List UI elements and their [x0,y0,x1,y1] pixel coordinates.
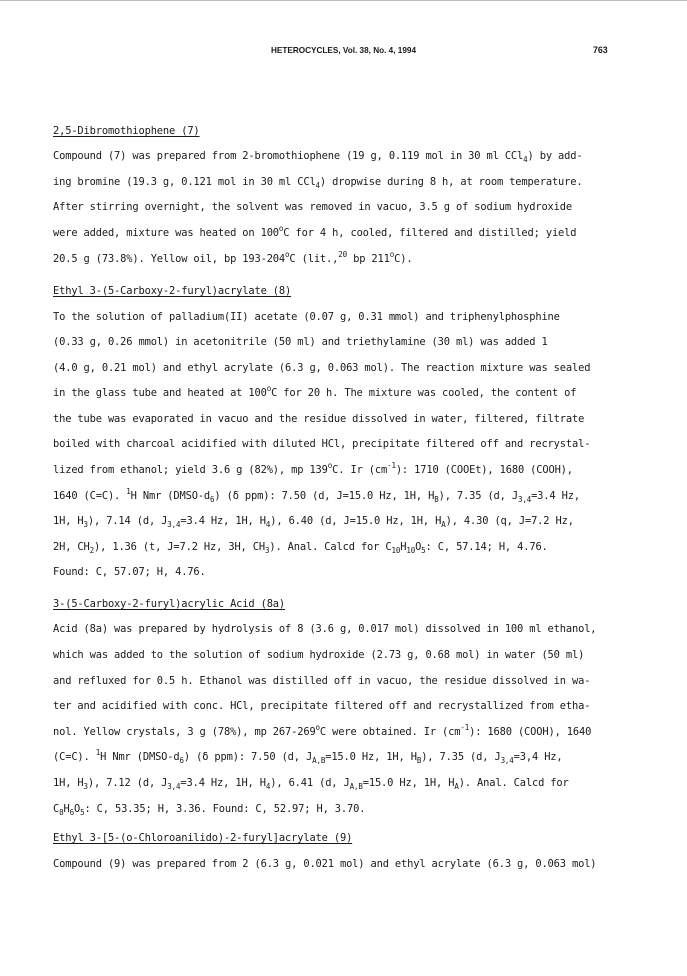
journal-citation: HETEROCYCLES, Vol. 38, No. 4, 1994 [271,46,416,55]
paragraph-line: 1H, $H_3$), 7.12 (d, $J_{3,4}=3.4$ Hz, 1H, $H_4$), 6.41 (d, $J_{A,B}=15.0$ Hz, 1H, $H_A$). Anal. Calcd for [53,777,569,791]
paragraph-line: ter and acidified with conc. HCl, precipitate filtered off and recrystallized from etha- [53,700,591,712]
paragraph-line: the tube was evaporated in vacuo and the residue dissolved in water, filtered, filtrate [53,413,585,425]
paragraph-line: nol. Yellow crystals, 3 g (78%), mp 267-269$^o$C were obtained. Ir $(cm^{-1})$: 1680 (COOH), 1640 [53,723,592,738]
paragraph-line: which was added to the solution of sodium hydroxide (2.73 g, 0.68 mol) in water (50 ml) [53,649,585,661]
top-rule [0,0,687,1]
paragraph-line: 1H, $H_3$), 7.14 (d, $J_{3,4}=3.4$ Hz, 1H, $H_4$), 6.40 (d, J=15.0 Hz, 1H, $H_A$), 4.30 (q, J=7.2 Hz, [53,515,574,529]
paragraph-line: (0.33 g, 0.26 mmol) in acetonitrile (50 ml) and triethylamine (30 ml) was added 1 [53,336,548,348]
paragraph-line: Acid (8a) was prepared by hydrolysis of 8 (3.6 g, 0.017 mol) dissolved in 100 ml ethanol, [53,623,597,635]
section-heading-dibromothiophene: 2,5-Dibromothiophene (7) [53,125,200,137]
paragraph-line: (4.0 g, 0.21 mol) and ethyl acrylate (6.3 g, 0.063 mol). The reaction mixture was sealed [53,362,591,374]
paragraph-line: 20.5 g (73.8%). Yellow oil, bp 193-204$^o$C (lit.,$^{20}$ bp 211$^o$C). [53,250,413,265]
paragraph-line: 1640 (C=C). $^1$H Nmr $(DMSO-d_6)$ (δ ppm): 7.50 (d, J=15.0 Hz, 1H, $H_B$), 7.35 (d, $J_{3,4}=3.4$ Hz, [53,487,580,504]
paragraph-line: Compound (7) was prepared from 2-bromothiophene (19 g, 0.119 mol in 30 ml CCl$_4$) by add- [53,150,583,164]
paragraph-line: lized from ethanol; yield 3.6 g (82%), mp 139$^o$C. Ir $(cm^{-1})$: 1710 (COOEt), 1680 (COOH), [53,461,573,476]
section-heading-carboxyfuryl-acrylic-acid: 3-(5-Carboxy-2-furyl)acrylic Acid (8a) [53,598,286,610]
section-heading-ethyl-carboxyfuryl-acrylate: Ethyl 3-(5-Carboxy-2-furyl)acrylate (8) [53,285,292,297]
paragraph-line: $C_8H_6O_5$: C, 53.35; H, 3.36. Found: C, 52.97; H, 3.70. [53,803,366,817]
paragraph-line: Found: C, 57.07; H, 4.76. [53,566,206,578]
paragraph-line: and refluxed for 0.5 h. Ethanol was distilled off in vacuo, the residue dissolved in wa- [53,675,591,687]
paragraph-line: (C=C). $^1$H Nmr $(DMSO-d_6)$ (δ ppm): 7.50 (d, $J_{A,B}=15.0$ Hz, 1H, $H_B$), 7.35 (d, $J_{3,4}=3,4$ Hz, [53,748,563,765]
paragraph-line: After stirring overnight, the solvent was removed in vacuo, 3.5 g of sodium hydroxide [53,201,572,213]
paragraph-line: ing bromine (19.3 g, 0.121 mol in 30 ml CCl$_4$) dropwise during 8 h, at room temperature. [53,176,583,190]
section-heading-ethyl-chloroanilido-acrylate: Ethyl 3-[5-(o-Chloroanilido)-2-furyl]acrylate (9) [53,832,353,844]
paragraph-line: 2H, $CH_2$), 1.36 (t, J=7.2 Hz, 3H, $CH_3$). Anal. Calcd for $C_{10}H_{10}O_5$: C, 57.14; H, 4.76. [53,541,548,555]
page-number: 763 [593,45,608,55]
paragraph-line: Compound (9) was prepared from 2 (6.3 g, 0.021 mol) and ethyl acrylate (6.3 g, 0.063 mol) [53,858,597,870]
paragraph-line: To the solution of palladium(II) acetate (0.07 g, 0.31 mmol) and triphenylphosphine [53,311,560,323]
running-header [0,46,687,62]
paragraph-line: were added, mixture was heated on 100$^o$C for 4 h, cooled, filtered and distilled; yield [53,224,577,239]
paragraph-line: boiled with charcoal acidified with diluted HCl, precipitate filtered off and recrystal- [53,438,591,450]
paragraph-line: in the glass tube and heated at 100$^o$C for 20 h. The mixture was cooled, the content of [53,384,577,399]
